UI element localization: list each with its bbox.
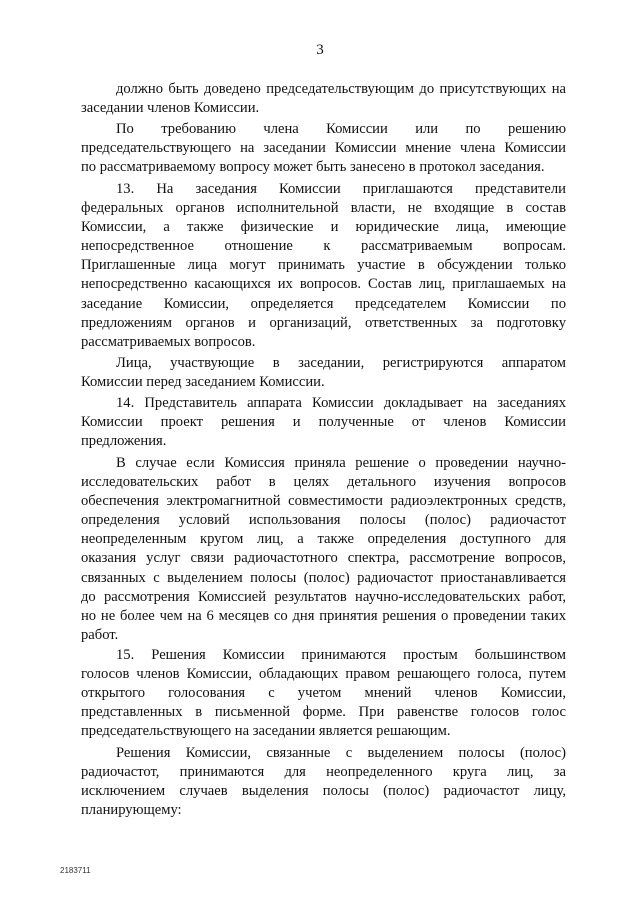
paragraph-line: федеральных органов исполнительной власти, не входящие в состав <box>81 200 566 217</box>
paragraph-line: 15. Решения Комиссии принимаются простым большинством <box>116 647 566 663</box>
paragraph-line: непосредственно касающихся их вопросов. Состав лиц, приглашаемых на <box>81 276 566 293</box>
paragraph-line: неопределенным кругом лиц, а также определения доступного для <box>81 531 566 548</box>
paragraph-line: Приглашенные лица могут принимать участие в обсуждении только <box>81 257 566 274</box>
paragraph-line: Комиссии проект решения и полученные от членов Комиссии <box>81 414 566 431</box>
paragraph <box>81 80 566 118</box>
paragraph <box>81 354 566 392</box>
paragraph-line: планирующему: <box>81 802 182 819</box>
paragraph-line: 13. На заседания Комиссии приглашаются представители <box>116 181 566 197</box>
paragraph <box>81 120 566 177</box>
paragraph-line: по рассматриваемому вопросу может быть занесено в протокол заседания. <box>81 159 545 176</box>
paragraph-line: Лица, участвующие в заседании, регистрируются аппаратом <box>116 355 566 371</box>
paragraph <box>81 646 566 741</box>
paragraph-line: Решения Комиссии, связанные с выделением полосы (полос) <box>116 745 566 761</box>
paragraph-line: до рассмотрения Комиссией результатов научно-исследовательских работ, <box>81 588 566 605</box>
paragraph-line: определения условий использования полосы (полос) радиочастот <box>81 512 566 529</box>
paragraph-line: представленных в письменной форме. При равенстве голосов голос <box>81 704 566 721</box>
paragraph-line: радиочастот, принимаются для неопределенного круга лиц, за <box>81 764 566 781</box>
paragraph-line: председательствующего на заседании является решающим. <box>81 723 451 740</box>
paragraph-line: оказания услуг связи радиочастотного спектра, рассмотрение вопросов, <box>81 550 566 567</box>
paragraph-line: исследовательских работ в целях детального изучения вопросов <box>81 474 566 491</box>
paragraph <box>81 180 566 352</box>
paragraph-line: Комиссии перед заседанием Комиссии. <box>81 374 325 391</box>
paragraph-line: предложениям органов и организаций, ответственных за подготовку <box>81 314 566 331</box>
paragraph-line: обеспечения электромагнитной совместимости радиоэлектронных средств, <box>81 493 566 510</box>
paragraph <box>81 454 566 645</box>
paragraph-line: голосов членов Комиссии, обладающих правом решающего голоса, путем <box>81 666 566 683</box>
paragraph <box>81 394 566 451</box>
paragraph-line: заседание Комиссии, определяется председателем Комиссии по <box>81 295 566 312</box>
paragraph-line: но не более чем на 6 месяцев со дня принятия решения о проведении таких <box>81 607 566 624</box>
paragraph-line: предложения. <box>81 433 167 450</box>
paragraph-line: исключением случаев выделения полосы (полос) радиочастот лицу, <box>81 783 566 800</box>
paragraph-line: связанных с выделением полосы (полос) радиочастот приостанавливается <box>81 569 566 586</box>
document-code: 2183711 <box>60 866 91 875</box>
paragraph-line: заседании членов Комиссии. <box>81 100 260 117</box>
paragraph-line: В случае если Комиссия приняла решение о проведении научно- <box>116 455 566 471</box>
page-number: 3 <box>316 42 324 58</box>
paragraph-line: председательствующего на заседании Комиссии мнение члена Комиссии <box>81 140 566 157</box>
paragraph-line: 14. Представитель аппарата Комиссии докладывает на заседаниях <box>116 395 566 411</box>
paragraph-line: работ. <box>81 626 119 643</box>
paragraph-line: По требованию члена Комиссии или по решению <box>116 121 566 137</box>
paragraph-line: непосредственное отношение к рассматриваемым вопросам. <box>81 238 566 255</box>
paragraph-line: должно быть доведено председательствующим до присутствующих на <box>116 81 566 97</box>
paragraph-line: Комиссии, а также физические и юридические лица, имеющие <box>81 219 566 236</box>
paragraph <box>81 744 566 820</box>
paragraph-line: рассматриваемых вопросов. <box>81 333 256 350</box>
paragraph-line: открытого голосования с учетом мнений членов Комиссии, <box>81 685 566 702</box>
